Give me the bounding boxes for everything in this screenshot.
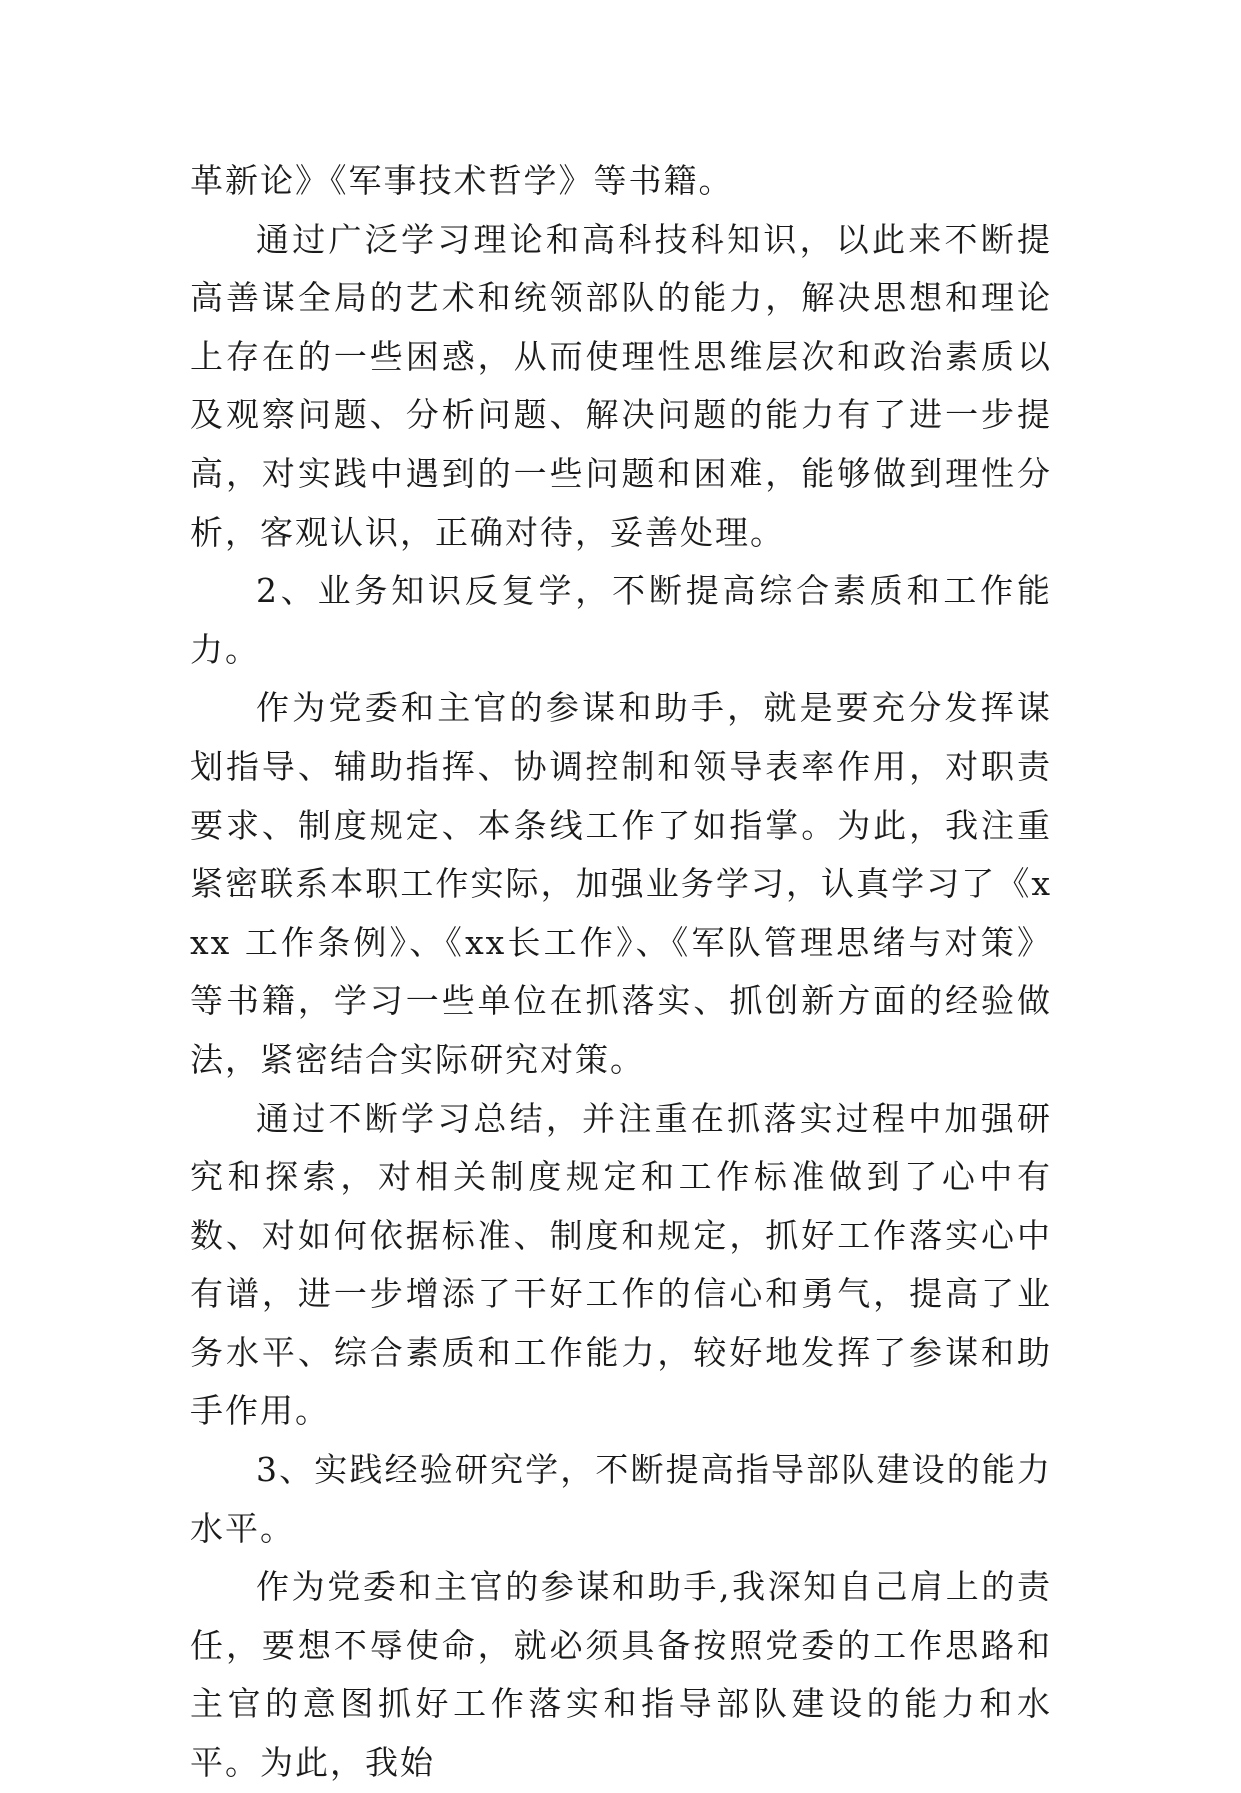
paragraph-1: 革新论》《军事技术哲学》等书籍。 (190, 161, 734, 200)
paragraph-4: 作为党委和主官的参谋和助手，就是要充分发挥谋划指导、辅助指挥、协调控制和领导表率作用，对职责要求、制度规定、本条线工作了如指掌。为此，我注重紧密联系本职工作实际，加强业务学习，认真学习了《xxx 工作条例》、《xx长工作》、《军队管理思绪与对策》等书籍，学习一些单位在抓落实、抓创新方面的经验做法，紧密结合实际研究对策。 (190, 688, 1052, 1079)
paragraph-2: 通过广泛学习理论和高科技科知识，以此来不断提高善谋全局的艺术和统领部队的能力，解决思想和理论上存在的一些困惑，从而使理性思维层次和政治素质以及观察问题、分析问题、解决问题的能力有了进一步提高，对实践中遇到的一些问题和困难，能够做到理性分析，客观认识，正确对待，妥善处理。 (190, 219, 1052, 552)
paragraph-6-heading: 3、实践经验研究学，不断提高指导部队建设的能力水平。 (190, 1450, 1052, 1548)
paragraph-5: 通过不断学习总结，并注重在抓落实过程中加强研究和探索，对相关制度规定和工作标准做到了心中有数、对如何依据标准、制度和规定，抓好工作落实心中有谱，进一步增添了干好工作的信心和勇气，提高了业务水平、综合素质和工作能力，较好地发挥了参谋和助手作用。 (190, 1098, 1052, 1431)
paragraph-3-heading: 2、业务知识反复学，不断提高综合素质和工作能力。 (190, 571, 1052, 669)
document-body (190, 152, 1052, 1793)
paragraph-7: 作为党委和主官的参谋和助手,我深知自己肩上的责任，要想不辱使命，就必须具备按照党委的工作思路和主官的意图抓好工作落实和指导部队建设的能力和水平。为此，我始 (190, 1567, 1052, 1783)
